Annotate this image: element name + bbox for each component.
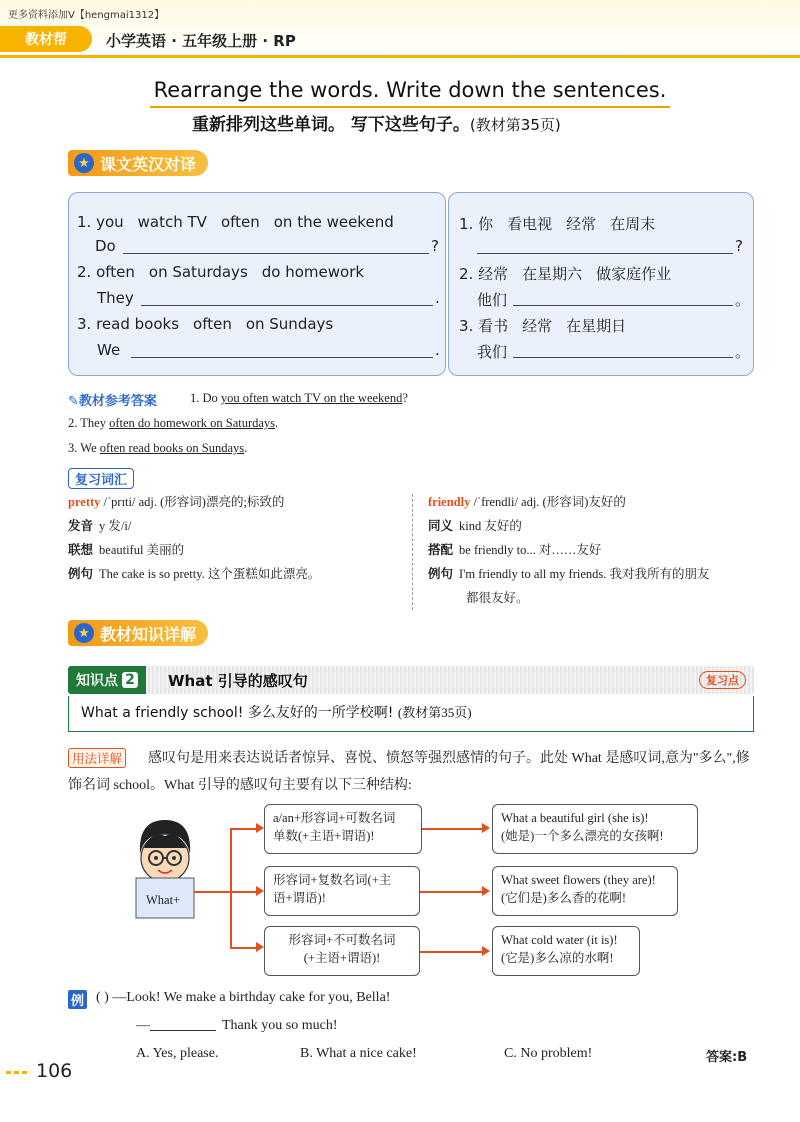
section-banner-knowledge <box>68 620 208 646</box>
answer-underlined: often read books on Sundays <box>99 441 245 455</box>
exercise-zh-item-1 <box>459 213 669 234</box>
exercise-subtitle <box>192 110 561 135</box>
vocab-headword-line <box>428 490 768 514</box>
arrow-right-icon <box>256 823 264 833</box>
vocab-example-line <box>68 562 408 586</box>
answer-underlined: you often watch TV on the weekend <box>220 391 403 405</box>
section-banner-translation <box>68 150 208 176</box>
vocab-headword: friendly <box>428 495 471 509</box>
answer-blank[interactable] <box>513 357 733 358</box>
question-line-2 <box>136 1018 337 1034</box>
exercise-subtitle-ref: (教材第35页) <box>469 116 561 134</box>
page-dots <box>6 1071 30 1074</box>
exercise-box-chinese <box>448 192 754 376</box>
section-banner-label: 教材知识详解 <box>100 624 197 644</box>
arrow-right-icon <box>256 886 264 896</box>
vocab-field-label: 例句 <box>68 567 94 581</box>
option-a[interactable]: A. Yes, please. <box>136 1046 219 1061</box>
review-vocab-tag: 复习词汇 <box>68 468 134 489</box>
vocab-syn-line <box>428 514 768 538</box>
diagram-root-label: What+ <box>146 893 181 907</box>
question-line-1: ( ) —Look! We make a birthday cake for you, Bella! <box>96 990 391 1005</box>
vocab-colloc-line <box>428 538 768 562</box>
vocab-example-line <box>428 562 768 586</box>
star-icon: ★ <box>74 623 94 643</box>
word-chip: 在星期六 <box>522 265 583 283</box>
structure-rule-1 <box>264 804 422 854</box>
example-line: What sweet flowers (they are)! <box>501 873 656 887</box>
star-icon: ★ <box>74 153 94 173</box>
example-line: (她是)一个多么漂亮的女孩啊! <box>501 829 664 843</box>
vocab-field-label: 联想 <box>68 543 94 557</box>
connector-line <box>420 891 484 893</box>
sentence-start: They <box>97 289 134 307</box>
exercise-en-item-1 <box>77 213 408 231</box>
answer-blank[interactable] <box>150 1030 216 1031</box>
word-chip: 经常 <box>566 215 597 233</box>
structure-example-2 <box>492 866 678 916</box>
word-chip: on Sundays <box>245 315 334 333</box>
rule-line: (+主语+谓语)! <box>303 951 381 965</box>
page-number: 106 <box>36 1060 73 1082</box>
answer-blank[interactable] <box>131 357 433 358</box>
word-chip: do homework <box>261 263 365 281</box>
book-title: 小学英语 · 五年级上册 · RP <box>106 32 296 50</box>
vocab-assoc-line <box>68 538 408 562</box>
word-chip: on the weekend <box>273 213 394 231</box>
word-chip: 经常 <box>522 317 553 335</box>
structure-rule-2 <box>264 866 420 916</box>
word-chip: 在周末 <box>610 215 656 233</box>
vocab-field-value: The cake is so pretty. 这个蛋糕如此漂亮。 <box>99 567 321 581</box>
vocab-headword-line <box>68 490 408 514</box>
knowledge-point-title: What 引导的感叹句 <box>168 672 308 690</box>
sentence-end: 。 <box>735 343 751 361</box>
vocab-field-label: 搭配 <box>428 543 454 557</box>
exercise-subtitle-text: 重新排列这些单词。 写下这些句子。 <box>192 115 470 135</box>
structure-example-3 <box>492 926 640 976</box>
rule-line: 形容词+复数名词(+主 <box>273 873 392 887</box>
vocab-field-label: 同义 <box>428 519 454 533</box>
vocab-field-label: 例句 <box>428 567 454 581</box>
exercise-en-item-2 <box>77 263 378 281</box>
knowledge-point-header <box>68 666 754 694</box>
connector-line <box>422 828 484 830</box>
word-chip: 做家庭作业 <box>596 265 672 283</box>
vocab-field-value: y 发/i/ <box>99 519 132 533</box>
sentence-start: 他们 <box>477 291 508 309</box>
word-chip: 1. 你 <box>459 215 494 233</box>
word-chip: often <box>220 213 260 231</box>
word-chip: 在星期日 <box>566 317 627 335</box>
answer-text: 2. They <box>68 416 110 430</box>
vocab-field-value: beautiful 美丽的 <box>99 543 185 557</box>
structure-example-1 <box>492 804 698 854</box>
dash: — <box>136 1018 150 1033</box>
rule-line: a/an+形容词+可数名词 <box>273 811 396 825</box>
answer-text: 3. We <box>68 441 100 455</box>
sentence-start: Do <box>95 237 116 255</box>
connector-line <box>230 828 232 948</box>
header-tab-badge: 教材帮 <box>0 26 92 52</box>
word-chip: 看电视 <box>507 215 553 233</box>
sentence-end: ? <box>431 237 439 255</box>
vocab-field-label: 发音 <box>68 519 94 533</box>
sentence-end: . <box>435 289 440 307</box>
exercise-box-english <box>68 192 446 376</box>
watermark-text: 更多资料添加V【hengmai1312】 <box>8 10 165 21</box>
sentence-start: We <box>97 341 121 359</box>
connector-line <box>230 947 258 949</box>
exercise-zh-item-2 <box>459 263 685 284</box>
rule-line: 单数(+主语+谓语)! <box>273 829 375 843</box>
example-line: (它是)多么凉的水啊! <box>501 951 614 965</box>
answer-blank[interactable] <box>123 253 429 254</box>
option-c[interactable]: C. No problem! <box>504 1046 593 1061</box>
vocab-entry-friendly <box>428 490 768 610</box>
answer-text: ? <box>402 391 408 405</box>
word-chip: 3. 看书 <box>459 317 509 335</box>
option-b[interactable]: B. What a nice cake! <box>300 1046 417 1061</box>
connector-line <box>194 891 230 893</box>
example-question-tag: 例 <box>68 990 87 1009</box>
review-badge: 复习点 <box>699 671 746 689</box>
arrow-right-icon <box>482 886 490 896</box>
exercise-title: Rearrange the words. Write down the sentences. <box>150 78 670 108</box>
vocab-field-value: be friendly to... 对……友好 <box>459 543 602 557</box>
sentence-end: 。 <box>735 291 751 309</box>
answer-text: . <box>244 441 248 455</box>
kp-sentence-ref: (教材第35页) <box>397 705 472 720</box>
answer-1 <box>190 391 408 406</box>
section-banner-label: 课文英汉对译 <box>100 154 197 174</box>
answer-text: . <box>275 416 279 430</box>
vocab-field-value: I'm friendly to all my friends. 我对我所有的朋友 <box>459 567 710 581</box>
exercise-en-item-3 <box>77 315 347 333</box>
sentence-end: ? <box>735 237 743 255</box>
kp-label: 知识点 <box>76 673 118 689</box>
sentence-start: 我们 <box>477 343 508 361</box>
structure-rule-3 <box>264 926 420 976</box>
sentence-end: . <box>435 341 440 359</box>
vocab-definition: /ˈfrendli/ adj. (形容词)友好的 <box>470 495 626 509</box>
answer-blank[interactable] <box>141 305 433 306</box>
pencil-icon: ✎ <box>68 394 79 409</box>
word-chip: on Saturdays <box>148 263 248 281</box>
reference-answer-label-text: 教材参考答案 <box>78 394 157 409</box>
vocab-example-cont: 都很友好。 <box>466 591 529 605</box>
usage-tag: 用法详解 <box>68 748 126 768</box>
answer-blank[interactable] <box>477 253 733 254</box>
word-chip: 1. you <box>77 213 124 231</box>
answer-2 <box>68 416 278 431</box>
kp-sentence-text: What a friendly school! 多么友好的一所学校啊! <box>81 705 394 721</box>
connector-line <box>420 951 484 953</box>
question-line-2-text: Thank you so much! <box>222 1018 338 1033</box>
example-line: What cold water (it is)! <box>501 933 618 947</box>
exercise-zh-item-3 <box>459 315 640 336</box>
vocab-definition: /ˈprɪti/ adj. (形容词)漂亮的;标致的 <box>100 495 285 509</box>
connector-line <box>230 891 258 893</box>
word-chip: 2. often <box>77 263 135 281</box>
answer-text: 1. Do <box>190 391 221 405</box>
answer-blank[interactable] <box>513 305 733 306</box>
usage-explanation: 感叹句是用来表达说话者惊异、喜悦、愤怒等强烈感情的句子。此处 What 是感叹词,意为"多么",修饰名词 school。What 引导的感叹句主要有以下三种结构: <box>68 751 750 793</box>
rule-line: 形容词+不可数名词 <box>288 933 396 947</box>
word-chip: watch TV <box>137 213 207 231</box>
word-chip: often <box>193 315 232 333</box>
example-line: What a beautiful girl (she is)! <box>501 811 649 825</box>
answer-3 <box>68 441 247 456</box>
arrow-right-icon <box>256 942 264 952</box>
knowledge-point-sentence <box>68 696 754 732</box>
answer-key: 答案:B <box>706 1050 748 1065</box>
connector-line <box>230 828 258 830</box>
arrow-right-icon <box>482 946 490 956</box>
vocab-entry-pretty <box>68 490 408 586</box>
reference-answer-label <box>68 390 157 409</box>
rule-line: 语+谓语)! <box>273 891 326 905</box>
vocab-headword: pretty <box>68 495 101 509</box>
arrow-right-icon <box>482 823 490 833</box>
word-chip: 2. 经常 <box>459 265 509 283</box>
example-line: (它们是)多么香的花啊! <box>501 891 626 905</box>
kp-num: 2 <box>122 672 138 688</box>
knowledge-point-number <box>68 666 146 694</box>
word-chip: 3. read books <box>77 315 180 333</box>
vocab-divider <box>412 494 413 610</box>
vocab-pron-line <box>68 514 408 538</box>
header-divider <box>0 55 800 58</box>
answer-underlined: often do homework on Saturdays <box>109 416 276 430</box>
vocab-field-value: kind 友好的 <box>459 519 522 533</box>
